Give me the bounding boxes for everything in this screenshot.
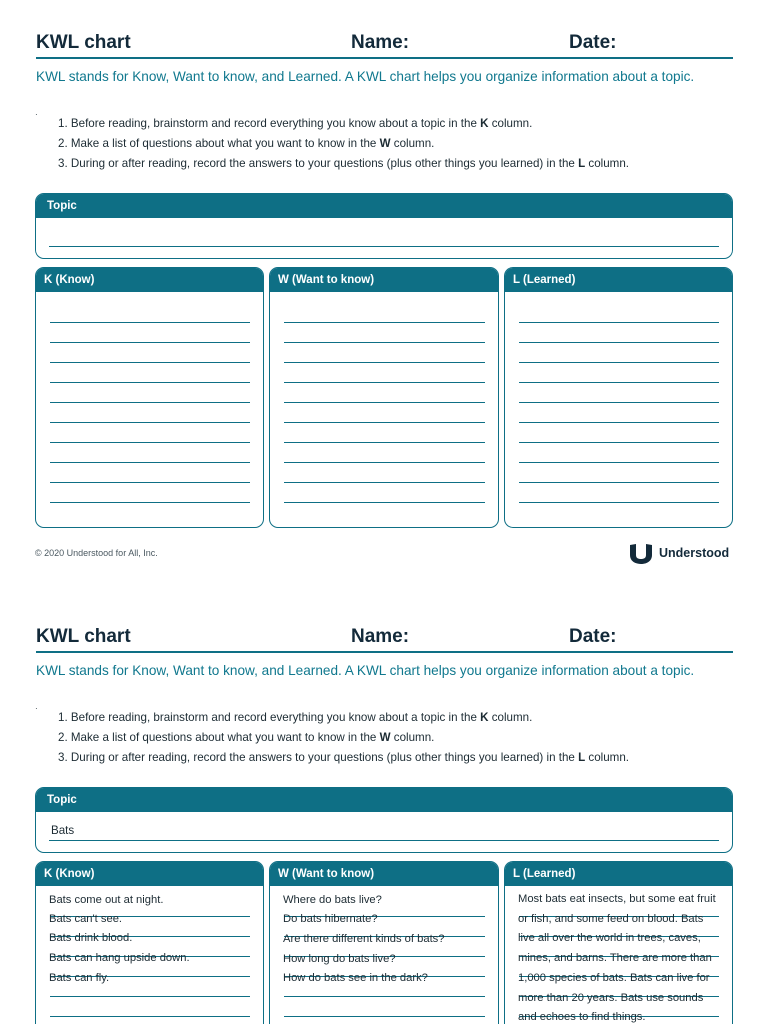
write-line	[284, 996, 485, 997]
learned-column-header: L (Learned)	[505, 268, 732, 292]
write-line	[519, 362, 719, 363]
write-line	[519, 382, 719, 383]
learned-column-header: L (Learned)	[505, 862, 732, 886]
topic-box	[35, 787, 733, 853]
write-line	[50, 342, 250, 343]
topic-label: Topic	[36, 194, 732, 218]
intro-text: KWL stands for Know, Want to know, and Learned. A KWL chart helps you organize information about a topic.	[36, 69, 695, 84]
kwl-sheet-example	[0, 594, 768, 1024]
understood-logo-icon	[628, 542, 654, 564]
understood-logo	[628, 542, 729, 564]
topic-box	[35, 193, 733, 259]
write-line	[519, 402, 719, 403]
instruction-step: 1. Before reading, brainstorm and record everything you know about a topic in the K column.	[58, 711, 533, 724]
write-line	[284, 1016, 485, 1017]
write-line	[50, 422, 250, 423]
write-line	[50, 482, 250, 483]
instruction-step: 2. Make a list of questions about what you want to know in the W column.	[58, 731, 435, 744]
write-line	[284, 382, 485, 383]
write-line	[284, 362, 485, 363]
write-line	[50, 996, 250, 997]
instructions-list	[58, 708, 629, 768]
know-column-header: K (Know)	[36, 862, 263, 886]
learned-column	[504, 267, 733, 528]
write-line	[50, 462, 250, 463]
write-line	[284, 402, 485, 403]
page-title: KWL chart	[36, 626, 131, 647]
write-line	[519, 442, 719, 443]
write-line	[284, 442, 485, 443]
know-entry: Bats can't see.	[49, 913, 123, 925]
want-entry: Where do bats live?	[283, 894, 382, 906]
want-entry: How do bats see in the dark?	[283, 972, 428, 984]
instructions-list	[58, 114, 629, 174]
know-entry: Bats come out at night.	[49, 894, 164, 906]
instruction-step: 3. During or after reading, record the answers to your questions (plus other things you learned) in the L column.	[58, 157, 629, 170]
want-column-header: W (Want to know)	[270, 268, 498, 292]
title-row	[36, 32, 733, 59]
instruction-step: 3. During or after reading, record the answers to your questions (plus other things you learned) in the L column.	[58, 751, 629, 764]
write-line	[284, 462, 485, 463]
bullet-dot: ·	[35, 704, 38, 713]
know-column-header: K (Know)	[36, 268, 263, 292]
write-line	[519, 482, 719, 483]
write-line	[284, 422, 485, 423]
write-line	[50, 362, 250, 363]
topic-write-line	[49, 840, 719, 841]
date-label: Date:	[569, 32, 617, 53]
write-line	[284, 342, 485, 343]
write-line	[519, 502, 719, 503]
write-line	[519, 422, 719, 423]
know-column	[35, 861, 264, 1024]
know-entry: Bats drink blood.	[49, 932, 133, 944]
name-label: Name:	[351, 626, 410, 647]
write-line	[50, 1016, 250, 1017]
title-row	[36, 626, 733, 653]
instruction-step: 1. Before reading, brainstorm and record everything you know about a topic in the K column.	[58, 117, 533, 130]
write-line	[50, 382, 250, 383]
topic-value[interactable]: Bats	[51, 824, 75, 837]
name-label: Name:	[351, 32, 410, 53]
know-entry: Bats can hang upside down.	[49, 952, 190, 964]
write-line	[50, 322, 250, 323]
want-column	[269, 267, 499, 528]
write-line	[284, 322, 485, 323]
know-column	[35, 267, 264, 528]
brand-name: Understood	[659, 546, 730, 560]
instruction-step: 2. Make a list of questions about what you want to know in the W column.	[58, 137, 435, 150]
want-entry: Do bats hibernate?	[283, 913, 378, 925]
learned-column	[504, 861, 733, 1024]
copyright-text: © 2020 Understood for All, Inc.	[35, 548, 158, 558]
want-column	[269, 861, 499, 1024]
want-column-header: W (Want to know)	[270, 862, 498, 886]
write-line	[519, 342, 719, 343]
know-entry: Bats can fly.	[49, 972, 110, 984]
write-line	[284, 502, 485, 503]
write-line	[519, 462, 719, 463]
write-line	[50, 502, 250, 503]
page-title: KWL chart	[36, 32, 131, 53]
write-line	[284, 482, 485, 483]
write-line	[50, 442, 250, 443]
write-line	[519, 322, 719, 323]
intro-text: KWL stands for Know, Want to know, and Learned. A KWL chart helps you organize information about a topic.	[36, 663, 695, 678]
want-entry: Are there different kinds of bats?	[283, 933, 445, 945]
date-label: Date:	[569, 626, 617, 647]
bullet-dot: ·	[35, 110, 38, 119]
want-entry: How long do bats live?	[283, 953, 396, 965]
topic-label: Topic	[36, 788, 732, 812]
write-line	[50, 402, 250, 403]
learned-text: Most bats eat insects, but some eat fruit or fish, and some feed on blood. Bats live all over the world in trees, caves, mines, and barns. There are more than 1,000 species of bats. Bats can live for more than 20 years. Bats use sounds and echoes to find things.	[518, 893, 716, 1024]
topic-write-line	[49, 246, 719, 247]
